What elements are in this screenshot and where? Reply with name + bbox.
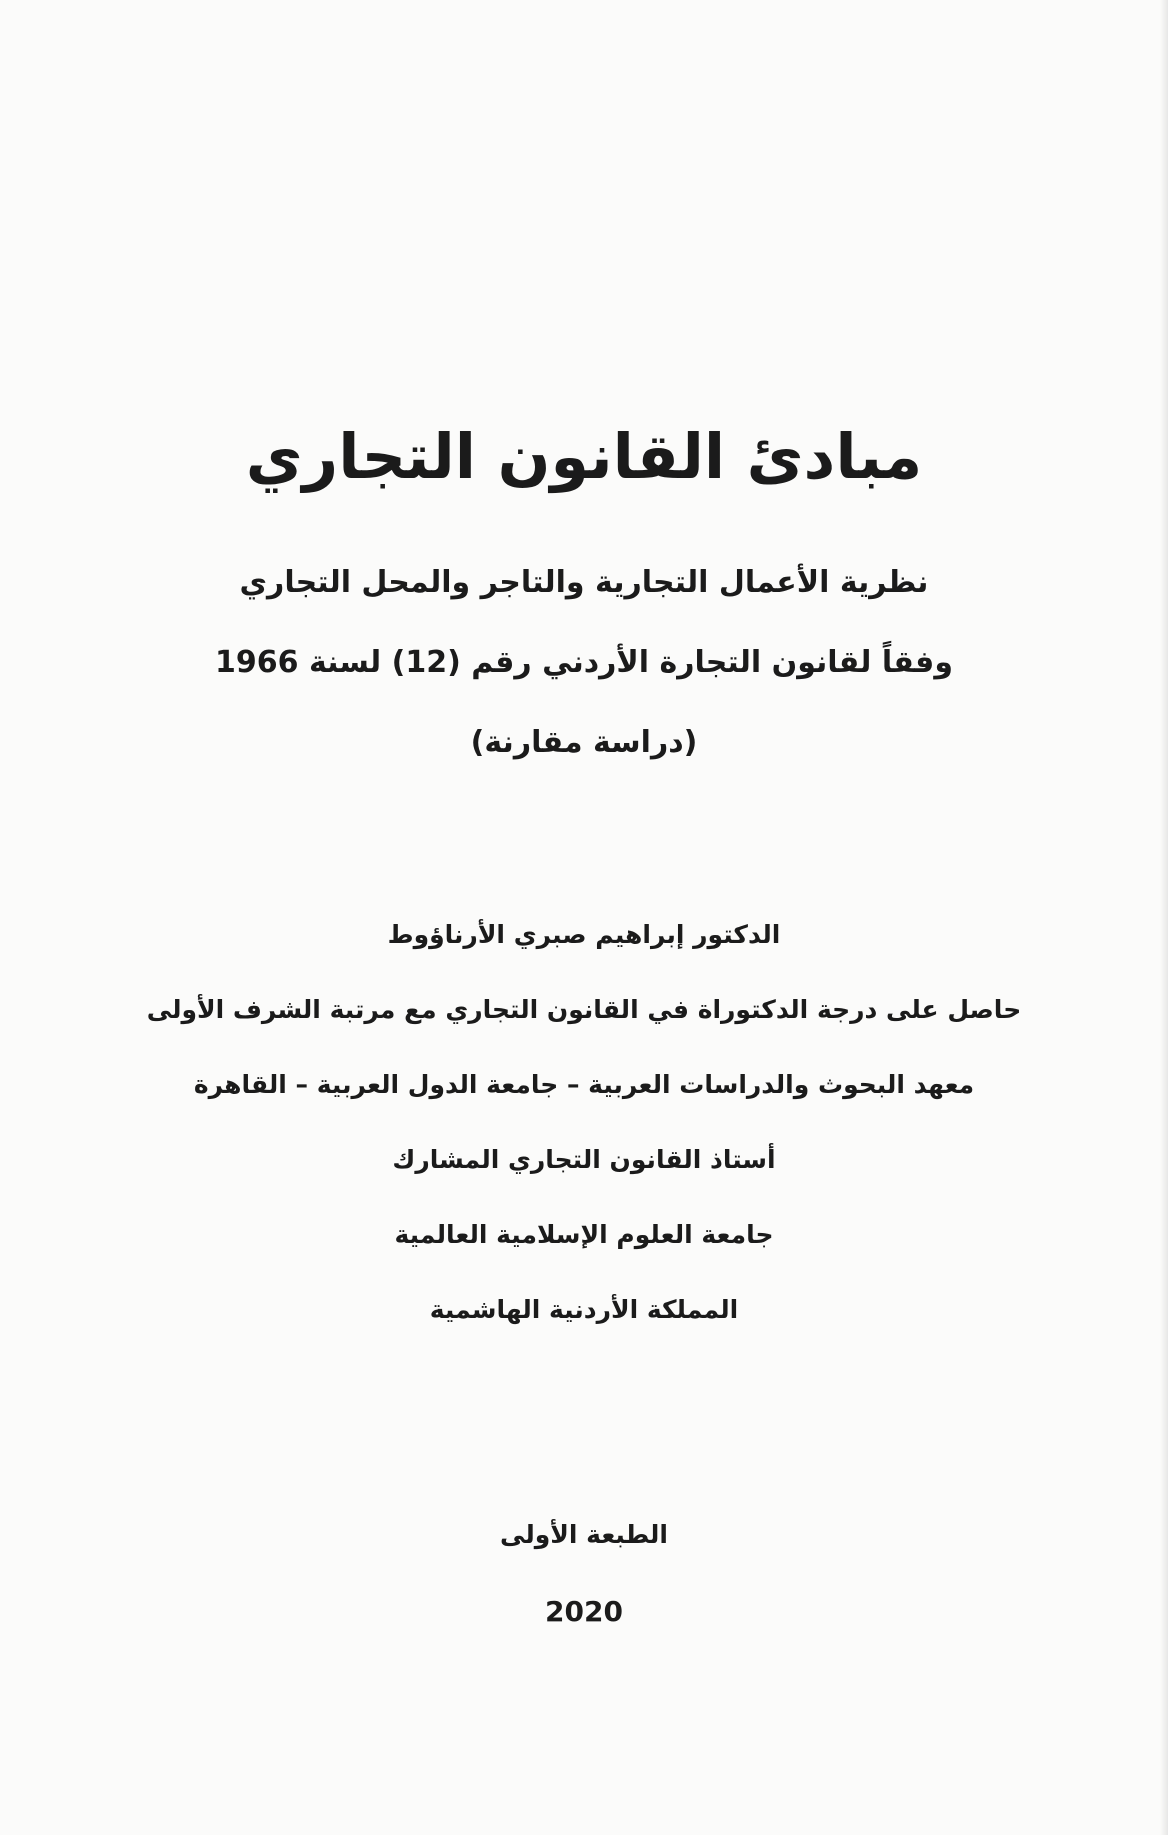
book-title: مبادئ القانون التجاري (245, 420, 923, 493)
author-country: المملكة الأردنية الهاشمية (429, 1295, 739, 1324)
subtitle-line-2: وفقاً لقانون التجارة الأردني رقم (12) لسنة 1966 (215, 645, 953, 680)
page-edge-shadow (1160, 0, 1168, 1835)
author-name: الدكتور إبراهيم صبري الأرناؤوط (387, 920, 781, 949)
edition-label: الطبعة الأولى (500, 1520, 668, 1549)
subtitle-line-1: نظرية الأعمال التجارية والتاجر والمحل التجاري (239, 565, 929, 600)
publication-year: 2020 (545, 1595, 623, 1628)
author-position: أستاذ القانون التجاري المشارك (392, 1145, 776, 1174)
author-institute: معهد البحوث والدراسات العربية – جامعة الدول العربية – القاهرة (193, 1070, 975, 1099)
subtitle-line-3: (دراسة مقارنة) (470, 725, 698, 760)
author-degree: حاصل على درجة الدكتوراة في القانون التجاري مع مرتبة الشرف الأولى (146, 995, 1022, 1024)
author-university: جامعة العلوم الإسلامية العالمية (394, 1220, 774, 1249)
